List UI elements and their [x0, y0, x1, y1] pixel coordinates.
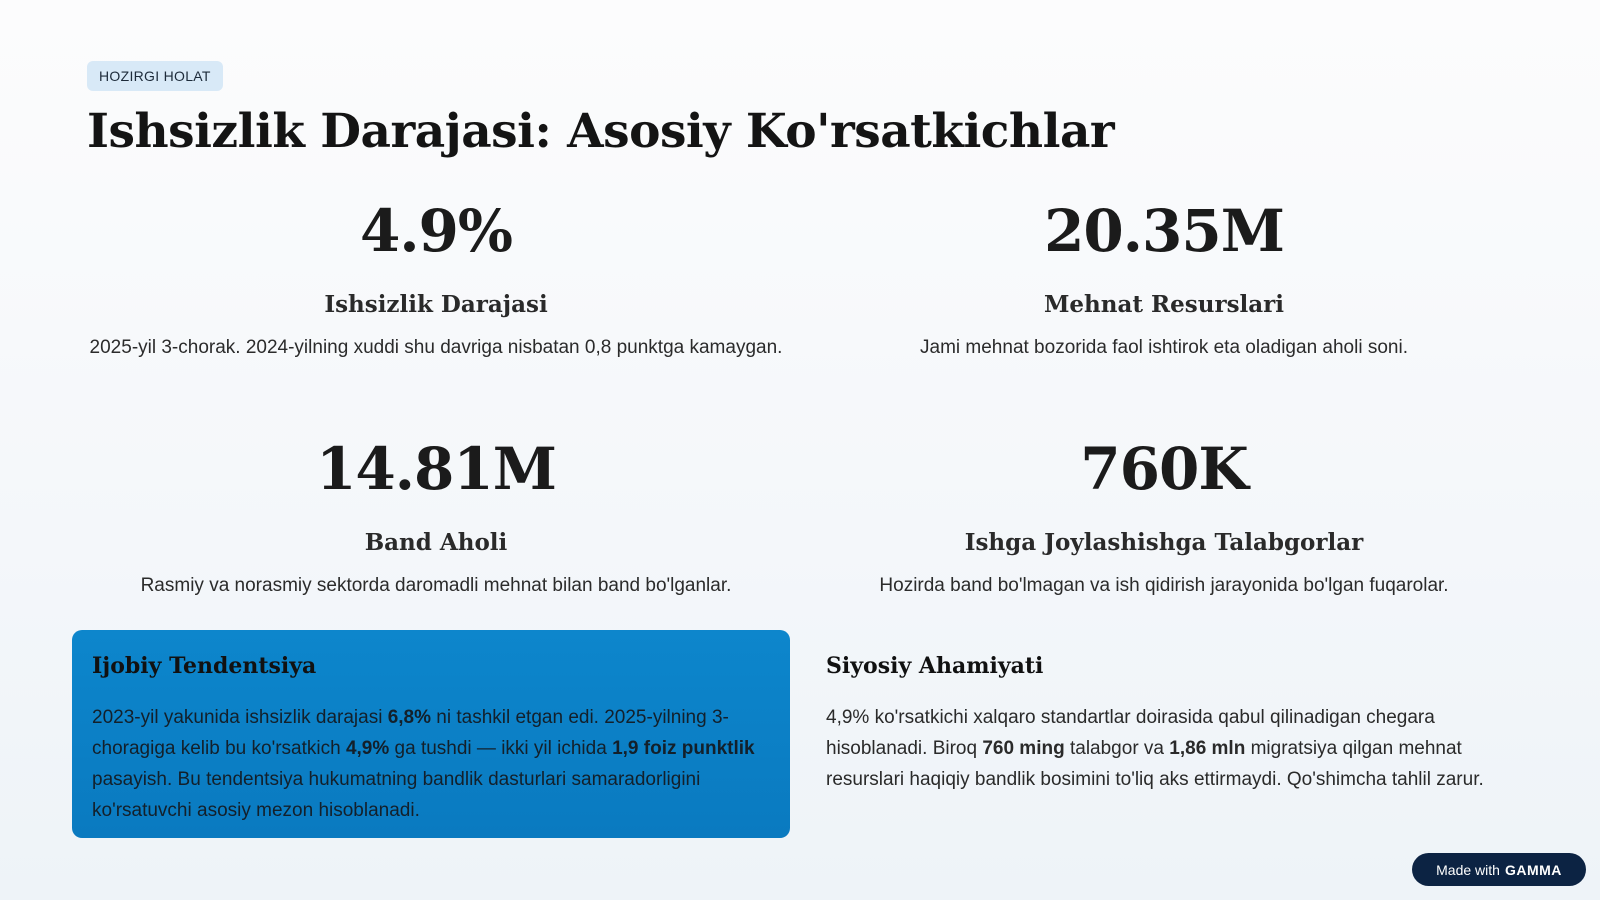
badge-prefix: Made with	[1436, 861, 1500, 878]
positive-trend-card	[72, 630, 790, 838]
stat-description: Jami mehnat bozorida faol ishtirok eta oladigan aholi soni.	[920, 337, 1408, 358]
stat-job-seekers	[804, 431, 1524, 601]
stat-unemployment-rate	[76, 193, 796, 363]
stat-employed-population	[76, 431, 796, 601]
stat-label: Ishga Joylashishga Talabgorlar	[964, 529, 1364, 556]
stat-description: 2025-yil 3-chorak. 2024-yilning xuddi shu davriga nisbatan 0,8 punktga kamaygan.	[89, 337, 783, 358]
stat-label: Mehnat Resurslari	[1043, 291, 1285, 318]
stat-value: 760K	[1080, 435, 1248, 503]
stat-labor-resources	[804, 193, 1524, 363]
stat-value: 14.81M	[316, 435, 556, 503]
made-with-gamma-badge[interactable]	[1412, 853, 1586, 886]
policy-significance-card	[806, 630, 1526, 838]
stat-description: Rasmiy va norasmiy sektorda daromadli mehnat bilan band bo'lganlar.	[140, 575, 732, 596]
section-tag: HOZIRGI HOLAT	[87, 61, 223, 91]
stat-label: Ishsizlik Darajasi	[324, 291, 548, 318]
gamma-logo: GAMMA	[1504, 861, 1562, 878]
page-title: Ishsizlik Darajasi: Asosiy Ko'rsatkichlar	[87, 104, 1115, 159]
card-body: 4,9% ko'rsatkichi xalqaro standartlar doirasida qabul qilinadigan chegara hisoblanadi. Biroq 760 ming talabgor va 1,86 mln migratsiya qilgan mehnat resurslari haqiqiy bandlik bosimini to'liq aks ettirmaydi. Qo'shimcha tahlil zarur.	[826, 707, 1484, 790]
stat-description: Hozirda band bo'lmagan va ish qidirish jarayonida bo'lgan fuqarolar.	[879, 575, 1449, 596]
stat-value: 4.9%	[359, 197, 513, 265]
card-body: 2023-yil yakunida ishsizlik darajasi 6,8% ni tashkil etgan edi. 2025-yilning 3-choragiga kelib bu ko'rsatkich 4,9% ga tushdi — ikki yil ichida 1,9 foiz punktlik pasayish. Bu tendentsiya hukumatning bandlik dasturlari samaradorligini ko'rsatuvchi asosiy mezon hisoblanadi.	[92, 707, 755, 821]
stat-value: 20.35M	[1044, 197, 1284, 265]
card-title: Ijobiy Tendentsiya	[92, 653, 317, 679]
stat-label: Band Aholi	[364, 529, 508, 556]
card-title: Siyosiy Ahamiyati	[826, 653, 1044, 679]
